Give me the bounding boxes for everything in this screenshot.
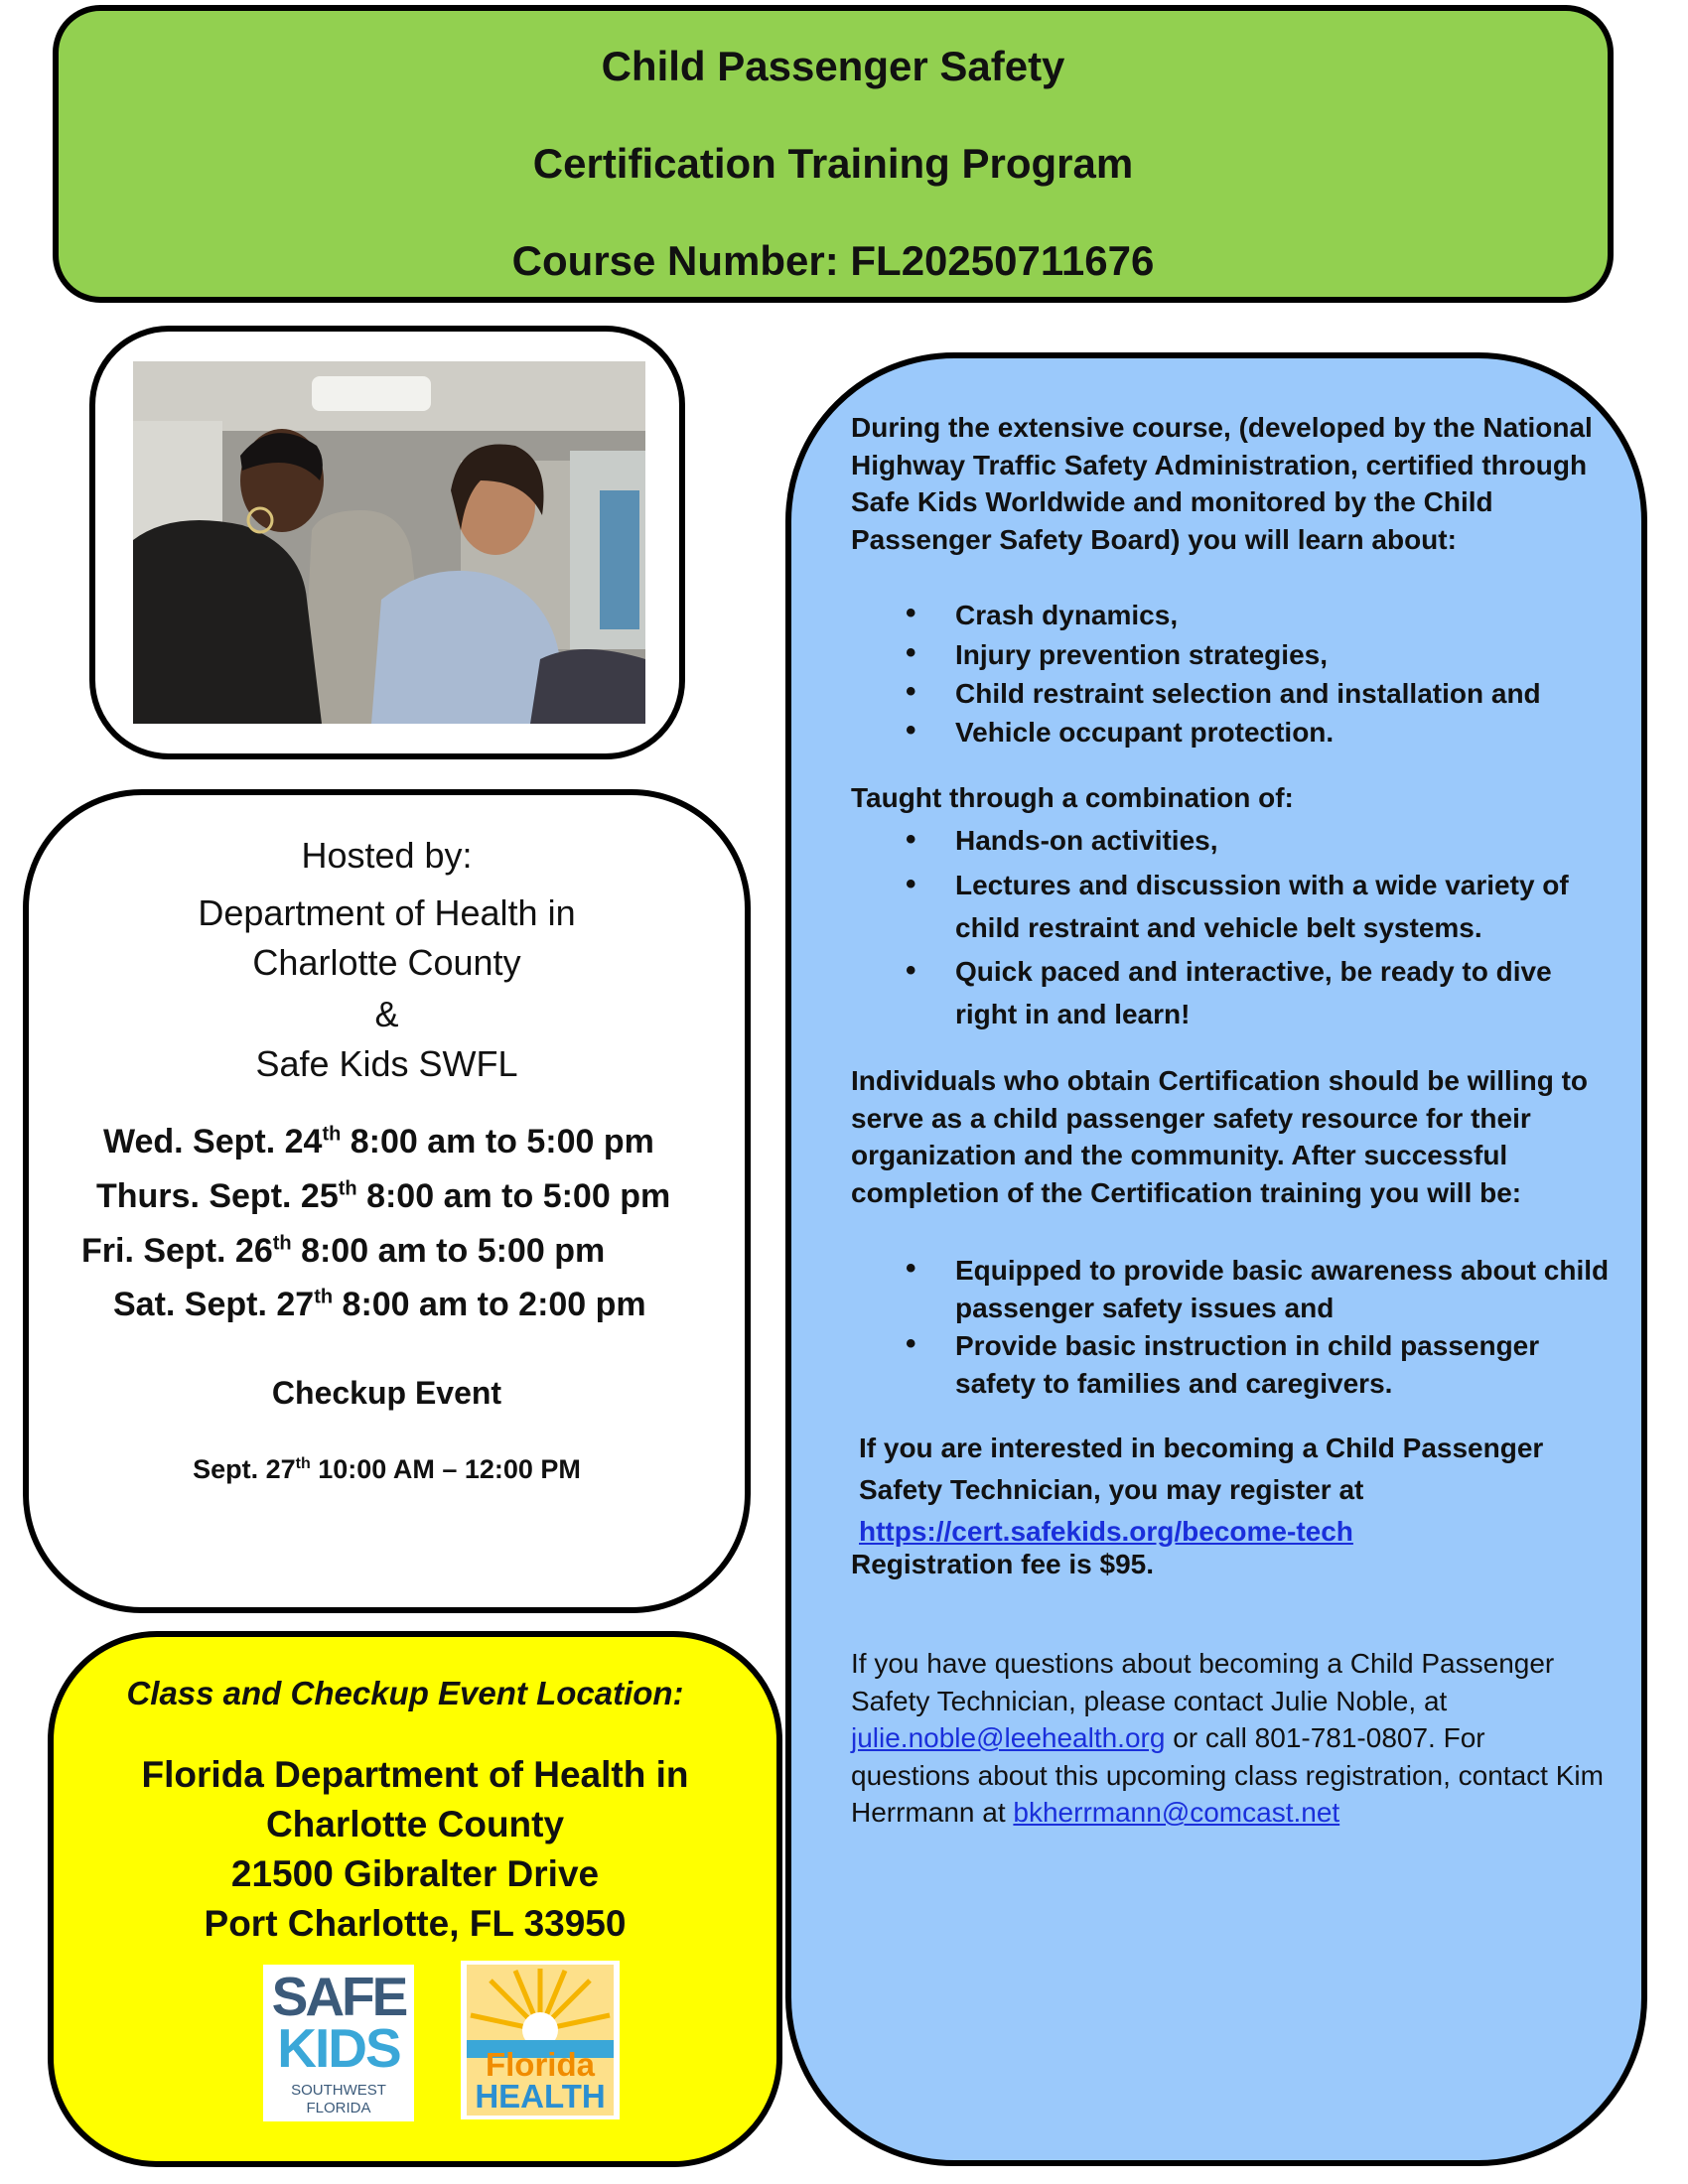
checkup-time (29, 1454, 745, 1485)
bullet: • (906, 714, 916, 747)
learn-item: Child restraint selection and installation and (955, 678, 1541, 709)
contact-text: or call 801-781-0807. For questions about this upcoming class registration, contact Kim Herrmann at (851, 1722, 1604, 1828)
registration-fee: Registration fee is $95. (851, 1549, 1155, 1579)
checkup-hours: 10:00 AM – 12:00 PM (310, 1454, 581, 1484)
location-line-4: Port Charlotte, FL 33950 (204, 1903, 627, 1944)
certification-paragraph: Individuals who obtain Certification should be willing to serve as a child passenger safety resource for their organization and the community. After successful completion of the Certification training you will be: (851, 1065, 1588, 1208)
bullet: • (906, 675, 916, 708)
learn-item: Injury prevention strategies, (955, 639, 1328, 670)
title-line-1: Child Passenger Safety (601, 43, 1065, 89)
session-suffix: th (314, 1286, 334, 1308)
learn-item: Vehicle occupant protection. (955, 717, 1335, 748)
intro-paragraph: During the extensive course, (developed by the National Highway Traffic Safety Administration, certified through Safe Kids Worldwide and monitored by the Child Passenger Safety Board) you will learn about: (851, 412, 1593, 555)
hosted-by-panel (23, 789, 751, 1613)
contact-text: If you have questions about becoming a Child Passenger Safety Technician, please contact Julie Noble, at (851, 1648, 1555, 1716)
host-org-2: Safe Kids SWFL (255, 1043, 518, 1084)
title-line-2: Certification Training Program (532, 140, 1134, 187)
session-thurs (96, 1177, 670, 1216)
taught-item: Quick paced and interactive, be ready to dive right in and learn! (955, 956, 1552, 1029)
session-date: Fri. Sept. 26 (81, 1232, 273, 1270)
host-org-1-line-1: Department of Health in (198, 892, 576, 933)
hosted-heading: Hosted by: (301, 835, 473, 876)
learn-item: Crash dynamics, (955, 600, 1179, 630)
bullet: • (906, 1327, 916, 1360)
checkup-date: Sept. 27 (193, 1454, 296, 1484)
cert-item: Equipped to provide basic awareness about child passenger safety issues and (955, 1255, 1610, 1323)
checkup-heading: Checkup Event (271, 1375, 502, 1411)
bullet: • (906, 823, 916, 856)
session-fri (81, 1232, 605, 1271)
session-wed (103, 1123, 654, 1161)
session-time: 8:00 am to 5:00 pm (341, 1123, 654, 1160)
bullet: • (906, 636, 916, 669)
session-date: Wed. Sept. 24 (103, 1123, 323, 1160)
contact-paragraph (851, 1645, 1606, 1832)
safe-kids-logo-sub2: FLORIDA (306, 2100, 371, 2116)
car-seat-training-photo (133, 361, 645, 724)
register-text: If you are interested in becoming a Child Passenger Safety Technician, you may register at (859, 1433, 1544, 1505)
register-link[interactable]: https://cert.safekids.org/become-tech (859, 1516, 1353, 1547)
host-org-1-line-2: Charlotte County (252, 942, 521, 983)
course-info-panel (785, 352, 1647, 2166)
photo-frame (89, 326, 685, 759)
session-suffix: th (338, 1177, 357, 1200)
taught-heading: Taught through a combination of: (851, 782, 1294, 813)
email-link-julie[interactable]: julie.noble@leehealth.org (851, 1722, 1166, 1753)
safe-kids-logo-top: SAFE (271, 1966, 406, 2027)
course-number: Course Number: FL20250711676 (511, 237, 1155, 284)
email-link-kim[interactable]: bkherrmann@comcast.net (1013, 1797, 1340, 1828)
register-paragraph (859, 1428, 1614, 1553)
session-time: 8:00 am to 5:00 pm (356, 1177, 671, 1215)
location-line-3: 21500 Gibralter Drive (230, 1853, 600, 1894)
session-time: 8:00 am to 2:00 pm (333, 1286, 646, 1323)
florida-health-logo (461, 1961, 620, 2119)
location-line-1: Florida Department of Health in (141, 1754, 689, 1795)
florida-health-logo-top: Florida (485, 2046, 595, 2083)
bullet: • (906, 597, 916, 629)
ampersand: & (374, 994, 399, 1034)
bullet: • (906, 1252, 916, 1285)
session-suffix: th (272, 1232, 292, 1255)
session-date: Sat. Sept. 27 (113, 1286, 315, 1323)
taught-item: Lectures and discussion with a wide variety of child restraint and vehicle belt systems. (955, 870, 1569, 943)
florida-health-logo-bottom: HEALTH (475, 2078, 606, 2115)
bullet: • (906, 868, 916, 900)
safe-kids-logo-sub1: SOUTHWEST (291, 2082, 386, 2099)
session-time: 8:00 am to 5:00 pm (291, 1232, 606, 1270)
session-suffix: th (322, 1123, 342, 1146)
bullet: • (906, 954, 916, 987)
header-banner (53, 5, 1614, 303)
session-sat (113, 1286, 646, 1324)
safe-kids-logo-mid: KIDS (277, 2017, 400, 2079)
checkup-suffix: th (295, 1455, 311, 1472)
location-heading: Class and Checkup Event Location: (126, 1675, 684, 1711)
taught-item: Hands-on activities, (955, 825, 1218, 856)
location-panel (48, 1631, 782, 2167)
session-date: Thurs. Sept. 25 (96, 1177, 339, 1215)
safe-kids-logo (263, 1965, 414, 2121)
cert-item: Provide basic instruction in child passenger safety to families and caregivers. (955, 1330, 1540, 1399)
location-line-2: Charlotte County (265, 1804, 565, 1844)
